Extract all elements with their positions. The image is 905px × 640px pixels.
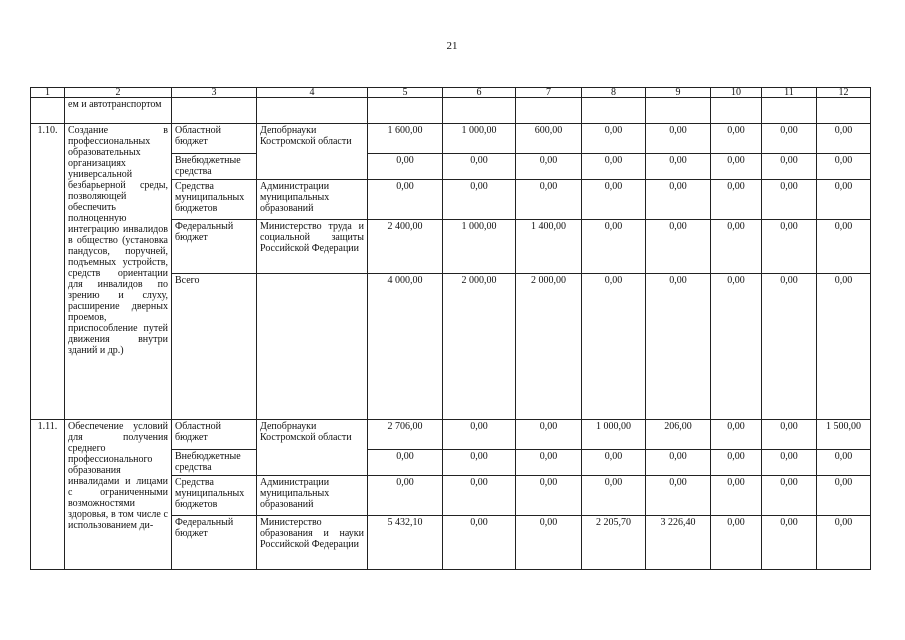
value-cell: 0,00	[368, 154, 443, 180]
value-cell: 0,00	[762, 124, 817, 154]
value-cell: 0,00	[711, 274, 762, 420]
value-cell: 0,00	[646, 154, 711, 180]
header-cell: 1	[31, 88, 65, 98]
value-cell: 2 205,70	[582, 516, 646, 570]
continuation-text: ем и автотранспортом	[65, 98, 172, 124]
header-cell: 3	[172, 88, 257, 98]
item-number: 1.11.	[31, 420, 65, 570]
funding-source: Областной бюджет	[172, 124, 257, 154]
value-cell: 0,00	[443, 420, 516, 450]
value-cell: 0,00	[762, 220, 817, 274]
value-cell: 0,00	[443, 180, 516, 220]
header-cell: 8	[582, 88, 646, 98]
value-cell: 0,00	[711, 516, 762, 570]
header-cell: 7	[516, 88, 582, 98]
table-row	[31, 124, 871, 154]
executor: Министерство образования и науки Российской Федерации	[257, 516, 368, 570]
value-cell: 0,00	[762, 516, 817, 570]
value-cell: 0,00	[516, 476, 582, 516]
funding-source: Средства муниципальных бюджетов	[172, 476, 257, 516]
item-description: Создание в профессиональных образовательных организациях универсальной безбарьерной среды, позволяющей обеспечить полноценную интеграцию инвалидов в общество (установка пандусов, поручней, подъемных устройств, средств ориентации для инвалидов по зрению и слуху, расширение дверных проемов, приспособление путей движения внутри зданий и др.)	[65, 124, 172, 420]
value-cell: 0,00	[817, 124, 871, 154]
item-number: 1.10.	[31, 124, 65, 420]
value-cell: 0,00	[711, 420, 762, 450]
continuation-row	[31, 98, 871, 124]
value-cell: 0,00	[646, 124, 711, 154]
value-cell: 0,00	[711, 220, 762, 274]
funding-table	[30, 87, 871, 570]
value-cell: 0,00	[582, 124, 646, 154]
value-cell: 0,00	[762, 180, 817, 220]
value-cell: 0,00	[817, 476, 871, 516]
value-cell: 0,00	[711, 476, 762, 516]
value-cell: 0,00	[582, 450, 646, 476]
header-cell: 5	[368, 88, 443, 98]
value-cell: 0,00	[516, 516, 582, 570]
page-number: 21	[446, 40, 458, 52]
funding-source: Областной бюджет	[172, 420, 257, 450]
header-row	[31, 88, 871, 98]
value-cell: 0,00	[711, 180, 762, 220]
value-cell: 600,00	[516, 124, 582, 154]
value-cell: 1 000,00	[443, 220, 516, 274]
executor: Администрации муниципальных образований	[257, 180, 368, 220]
header-cell: 2	[65, 88, 172, 98]
value-cell: 5 432,10	[368, 516, 443, 570]
value-cell: 0,00	[582, 476, 646, 516]
funding-source: Федеральный бюджет	[172, 220, 257, 274]
value-cell: 0,00	[817, 274, 871, 420]
value-cell: 0,00	[762, 274, 817, 420]
funding-source-total: Всего	[172, 274, 257, 420]
value-cell: 1 000,00	[582, 420, 646, 450]
value-cell: 206,00	[646, 420, 711, 450]
item-description: Обеспечение условий для получения среднего профессионального образования инвалидами и лицами с ограниченными возможностями здоровья, в том числе с использованием ди-	[65, 420, 172, 570]
value-cell: 2 000,00	[443, 274, 516, 420]
value-cell: 0,00	[762, 476, 817, 516]
value-cell: 0,00	[646, 450, 711, 476]
table-row	[31, 420, 871, 450]
funding-source: Средства муниципальных бюджетов	[172, 180, 257, 220]
value-cell: 0,00	[516, 450, 582, 476]
value-cell: 0,00	[368, 476, 443, 516]
value-cell: 3 226,40	[646, 516, 711, 570]
value-cell: 0,00	[368, 450, 443, 476]
value-cell: 0,00	[516, 420, 582, 450]
value-cell: 0,00	[817, 180, 871, 220]
value-cell: 0,00	[711, 154, 762, 180]
value-cell: 0,00	[582, 154, 646, 180]
header-cell: 10	[711, 88, 762, 98]
value-cell: 0,00	[368, 180, 443, 220]
funding-source: Внебюджетные средства	[172, 154, 257, 180]
header-cell: 11	[762, 88, 817, 98]
value-cell: 1 500,00	[817, 420, 871, 450]
executor: Депобрнауки Костромской области	[257, 420, 368, 476]
value-cell: 0,00	[582, 220, 646, 274]
value-cell: 2 400,00	[368, 220, 443, 274]
header-cell: 4	[257, 88, 368, 98]
value-cell: 0,00	[443, 154, 516, 180]
value-cell: 0,00	[762, 420, 817, 450]
value-cell: 0,00	[817, 450, 871, 476]
value-cell: 0,00	[516, 180, 582, 220]
value-cell: 0,00	[582, 274, 646, 420]
header-cell: 6	[443, 88, 516, 98]
value-cell: 2 706,00	[368, 420, 443, 450]
value-cell: 4 000,00	[368, 274, 443, 420]
value-cell: 1 400,00	[516, 220, 582, 274]
value-cell: 0,00	[817, 154, 871, 180]
value-cell: 1 000,00	[443, 124, 516, 154]
value-cell: 0,00	[646, 220, 711, 274]
value-cell: 1 600,00	[368, 124, 443, 154]
value-cell: 0,00	[646, 476, 711, 516]
value-cell: 0,00	[582, 180, 646, 220]
executor: Депобрнауки Костромской области	[257, 124, 368, 180]
value-cell: 0,00	[443, 450, 516, 476]
executor: Администрации муниципальных образований	[257, 476, 368, 516]
funding-source: Внебюджетные средства	[172, 450, 257, 476]
value-cell: 0,00	[646, 274, 711, 420]
value-cell: 0,00	[762, 450, 817, 476]
value-cell: 0,00	[817, 516, 871, 570]
value-cell: 0,00	[646, 180, 711, 220]
header-cell: 9	[646, 88, 711, 98]
value-cell: 0,00	[516, 154, 582, 180]
value-cell: 2 000,00	[516, 274, 582, 420]
header-cell: 12	[817, 88, 871, 98]
value-cell: 0,00	[817, 220, 871, 274]
value-cell: 0,00	[762, 154, 817, 180]
value-cell: 0,00	[711, 124, 762, 154]
value-cell: 0,00	[711, 450, 762, 476]
value-cell: 0,00	[443, 476, 516, 516]
executor: Министерство труда и социальной защиты Российской Федерации	[257, 220, 368, 274]
funding-source: Федеральный бюджет	[172, 516, 257, 570]
value-cell: 0,00	[443, 516, 516, 570]
